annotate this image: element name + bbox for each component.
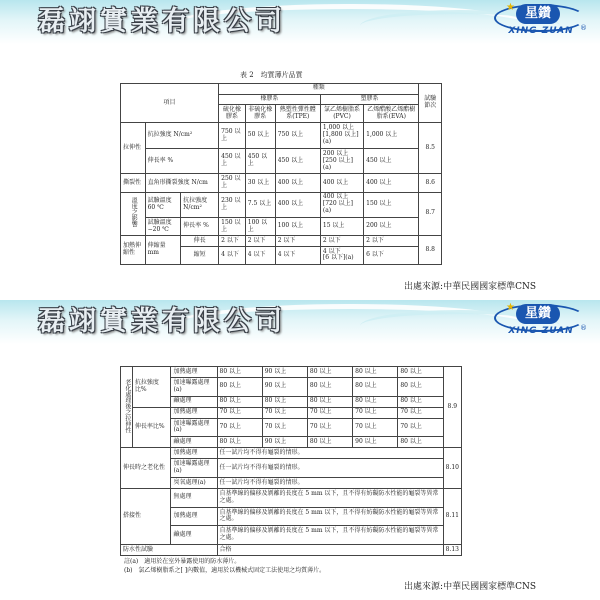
table-cell: 80 以上 xyxy=(353,378,398,397)
clause-cell: 8.8 xyxy=(419,236,442,265)
star-icon: ★ xyxy=(506,302,515,313)
table-cell: 400 以上 xyxy=(320,174,363,192)
table-cell: 70 以上 xyxy=(353,418,398,437)
table-cell: 80 以上 xyxy=(217,437,262,448)
table-cell: 2 以下 xyxy=(245,236,275,247)
row-label-shrink-sub: 伸縮量 mm xyxy=(145,236,181,265)
table-cell: 2 以下 xyxy=(320,236,363,247)
table-cell: 400 以上 xyxy=(275,192,320,218)
row-label-hot-sub: 抗拉強度 N/cm² xyxy=(181,192,219,218)
table-cell: 6 以下 xyxy=(364,246,419,264)
table-cell: 80 以上 xyxy=(398,396,443,407)
brand-logo xyxy=(490,302,590,342)
row-label-accel: 加速曝露處理(a) xyxy=(171,418,217,437)
row-label-none: 無處理 xyxy=(171,488,217,507)
table-cell: 250 以上 xyxy=(219,174,246,192)
table-cell: 200 以上 xyxy=(364,218,419,236)
col-header-vulcanized: 硫化橡膠系 xyxy=(219,105,246,123)
row-label-cold: 試驗溫度−20 ℃ xyxy=(145,218,181,236)
table-cell: 400 以上 [720 以上](a) xyxy=(320,192,363,218)
clause-cell: 8.6 xyxy=(419,174,442,192)
row-label-waterproof: 防水性試驗 xyxy=(121,544,218,555)
table-cell: 70 以上 xyxy=(217,407,262,418)
note-b: (b) 氯乙烯樹脂系之[ ]內數值，適用於以機械式固定工法使用之均質薄片。 xyxy=(124,567,326,574)
row-label-accel: 加速曝露處理(a) xyxy=(171,459,217,478)
table-cell: 80 以上 xyxy=(353,367,398,378)
table-cell: 450 以上 xyxy=(219,148,246,174)
table-cell: 100 以上 xyxy=(275,218,320,236)
row-label-tear: 撕裂性 xyxy=(121,174,146,192)
table-cell: 100 以上 xyxy=(245,218,275,236)
table-cell: 50 以上 xyxy=(245,123,275,149)
col-header-plastic: 塑膠系 xyxy=(320,94,419,105)
table-cell: 30 以上 xyxy=(245,174,275,192)
row-label-shrink: 加熱伸縮性 xyxy=(121,236,146,265)
table-cell: 80 以上 xyxy=(307,437,352,448)
note-a: 註(a) 適用於在室外暴露使用的防水薄片。 xyxy=(124,558,241,565)
row-label-accel: 加速曝露處理(a) xyxy=(171,378,217,397)
row-label-alkali: 鹼處理 xyxy=(171,437,217,448)
table-cell: 任一試片均不得有龜裂的情形。 xyxy=(217,459,443,478)
company-name: 磊翊實業有限公司 xyxy=(38,6,286,37)
table-cell: 4 以下 [6 以下](a) xyxy=(320,246,363,264)
table-cell: 80 以上 xyxy=(398,378,443,397)
col-header-clause: 試驗節次 xyxy=(419,84,442,123)
row-label-ozone: 臭氧處理(a) xyxy=(171,477,217,488)
table-cell: 90 以上 xyxy=(262,367,307,378)
table-cell: 任一試片均不得有龜裂的情形。 xyxy=(217,477,443,488)
table-cell: 400 以上 xyxy=(275,174,320,192)
company-name: 磊翊實業有限公司 xyxy=(38,306,286,337)
table-cell: 70 以上 xyxy=(398,407,443,418)
table-cell: 1,000 以上 [1,800 以上](a) xyxy=(320,123,363,149)
table-cell: 任一試片均不得有龜裂的情形。 xyxy=(217,448,443,459)
logo-subtitle: XING ZUAN xyxy=(508,26,574,36)
logo-subtitle: XING ZUAN xyxy=(508,326,574,336)
table-cell: 90 以上 xyxy=(262,437,307,448)
row-label-alkali: 鹼處理 xyxy=(171,526,217,545)
company-banner xyxy=(0,0,600,44)
table-cell: 70 以上 xyxy=(307,418,352,437)
quality-table xyxy=(120,83,442,265)
table-cell: 80 以上 xyxy=(398,367,443,378)
clause-cell: 8.13 xyxy=(443,544,461,555)
row-label-shrink-short: 縮短 xyxy=(181,246,219,264)
table-cell: 200 以上 [250 以上](a) xyxy=(320,148,363,174)
table-cell: 合格 xyxy=(217,544,443,555)
table-cell: 70 以上 xyxy=(262,407,307,418)
table-cell: 7.5 以上 xyxy=(245,192,275,218)
table-cell: 150 以上 xyxy=(364,192,419,218)
table-cell: 15 以上 xyxy=(320,218,363,236)
logo-text: 星鑽 xyxy=(516,4,560,24)
table-cell: 70 以上 xyxy=(262,418,307,437)
table-cell: 80 以上 xyxy=(307,367,352,378)
table-cell: 自基準線的偏移及剝離的長度在 5 mm 以下，且不得有妨礙防水性能的龜裂等異常之處。 xyxy=(217,526,443,545)
company-banner xyxy=(0,300,600,344)
brand-logo xyxy=(490,2,590,42)
table-title: 表 2 均質薄片品質 xyxy=(240,71,303,79)
col-header-tpe: 熱塑性彈性體系(TPE) xyxy=(275,105,320,123)
table-cell: 4 以下 xyxy=(275,246,320,264)
logo-text: 星鑽 xyxy=(516,304,560,324)
row-label-tension-aging: 伸長時之老化性 xyxy=(121,448,171,489)
table-cell: 自基準線的偏移及剝離的長度在 5 mm 以下，且不得有妨礙防水性能的龜裂等異常之處。 xyxy=(217,488,443,507)
row-label-strength-ratio: 抗拉強度比% xyxy=(132,367,171,408)
row-label-elongation: 伸長率 % xyxy=(145,148,219,174)
source-caption: 出處來源:中華民國國家標準CNS xyxy=(404,282,536,292)
clause-cell: 8.7 xyxy=(419,192,442,236)
row-label-heat: 加熱處理 xyxy=(171,448,217,459)
table-cell: 80 以上 xyxy=(307,378,352,397)
col-header-item: 項目 xyxy=(121,84,219,123)
table-cell: 90 以上 xyxy=(262,378,307,397)
clause-cell: 8.11 xyxy=(443,488,461,544)
row-label-heat: 加熱處理 xyxy=(171,367,217,378)
table-cell: 90 以上 xyxy=(353,437,398,448)
clause-cell: 8.9 xyxy=(443,367,461,448)
row-label-tensile: 拉伸性 xyxy=(121,123,146,174)
table-cell: 2 以下 xyxy=(219,236,246,247)
table-cell: 150 以上 xyxy=(219,218,246,236)
logo-registered: ® xyxy=(580,24,587,32)
row-label-extend: 伸長 xyxy=(181,236,219,247)
table-cell: 80 以上 xyxy=(353,396,398,407)
table-notes xyxy=(124,557,325,575)
table-cell: 2 以下 xyxy=(275,236,320,247)
table-cell: 4 以下 xyxy=(219,246,246,264)
table-cell: 70 以上 xyxy=(307,407,352,418)
table-cell: 80 以上 xyxy=(398,437,443,448)
table-cell: 80 以上 xyxy=(217,378,262,397)
row-label-elong-ratio: 伸長率比% xyxy=(132,407,171,448)
row-label-heat: 加熱處理 xyxy=(171,507,217,526)
table-cell: 750 以上 xyxy=(219,123,246,149)
table-cell: 450 以上 xyxy=(245,148,275,174)
row-label-hot: 試驗溫度60 ℃ xyxy=(145,192,181,218)
clause-cell: 8.5 xyxy=(419,123,442,174)
table-cell: 230 以上 xyxy=(219,192,246,218)
table-cell: 2 以下 xyxy=(364,236,419,247)
row-label-cold-sub: 伸長率 % xyxy=(181,218,219,236)
row-label-stitch: 搭接性 xyxy=(121,488,171,544)
star-icon: ★ xyxy=(506,2,515,13)
table-cell: 4 以下 xyxy=(245,246,275,264)
aging-table xyxy=(120,366,462,556)
table-cell: 自基準線的偏移及剝離的長度在 5 mm 以下，且不得有妨礙防水性能的龜裂等異常之處。 xyxy=(217,507,443,526)
table-cell: 400 以上 xyxy=(364,174,419,192)
row-label-tear-strength: 直角形撕裂強度 N/cm xyxy=(145,174,219,192)
table-cell: 80 以上 xyxy=(307,396,352,407)
table-cell: 70 以上 xyxy=(398,418,443,437)
row-label-alkali: 鹼處理 xyxy=(171,396,217,407)
table-cell: 450 以上 xyxy=(364,148,419,174)
row-label-heat: 加熱處理 xyxy=(171,407,217,418)
row-label-strength: 抗拉強度 N/cm² xyxy=(145,123,219,149)
table-cell: 70 以上 xyxy=(353,407,398,418)
source-caption: 出處來源:中華民國國家標準CNS xyxy=(404,582,536,592)
col-header-eva: 乙烯醋酸乙烯酯樹脂系(EVA) xyxy=(364,105,419,123)
table-cell: 80 以上 xyxy=(217,396,262,407)
col-header-pvc: 氯乙烯樹脂系(PVC) xyxy=(320,105,363,123)
logo-registered: ® xyxy=(580,324,587,332)
table-cell: 450 以上 xyxy=(275,148,320,174)
clause-cell: 8.10 xyxy=(443,448,461,489)
row-label-aging: 老化處理後之拉伸性 xyxy=(121,367,133,448)
col-header-rubber: 橡膠系 xyxy=(219,94,321,105)
table-cell: 70 以上 xyxy=(217,418,262,437)
row-label-temp: 溫度之影響 xyxy=(121,192,146,236)
table-cell: 80 以上 xyxy=(217,367,262,378)
col-header-type: 種類 xyxy=(219,84,419,95)
table-cell: 750 以上 xyxy=(275,123,320,149)
table-cell: 1,000 以上 xyxy=(364,123,419,149)
col-header-non-vulcanized: 非硫化橡膠系 xyxy=(245,105,275,123)
table-cell: 80 以上 xyxy=(262,396,307,407)
